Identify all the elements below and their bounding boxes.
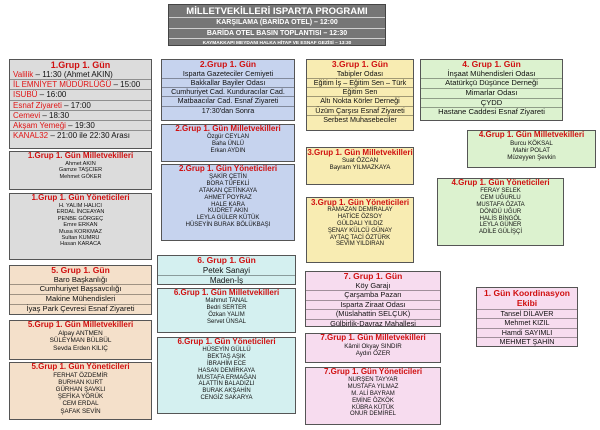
list-item: HALE KARA — [211, 201, 245, 208]
schedule-item: ÇYDD — [421, 99, 562, 109]
schedule-item: Maden-İş — [209, 275, 244, 285]
program-line-3: KAYMAKKAPI MEYDANI HALKA HİTAP VE ESNAF GEZİSİ – 13:30 — [202, 41, 352, 46]
schedule-item: Esnaf Ziyareti – 17:00 — [10, 101, 151, 111]
list-item: HÜSEYİN GÜLLÜ — [202, 346, 251, 353]
list-item: Müzeyyen Şevkin — [507, 154, 556, 162]
group-6-mps-title: 6.Grup 1. Gün Milletvekilleri — [173, 288, 280, 297]
list-item: CEM ERDAL — [62, 400, 99, 408]
list-item: RAMAZAN DEMİRALAY — [327, 207, 393, 213]
list-item: ONUR DEMİREL — [349, 411, 396, 418]
schedule-item: Isparta Ziraat Odası — [306, 301, 440, 311]
schedule-item: Hastane Caddesi Esnaf Ziyareti — [438, 107, 545, 117]
group-7-mps-title: 7.Grup 1. Gün Milletvekilleri — [320, 333, 426, 342]
list-item: GÜLDALI YILDIZ — [337, 220, 383, 227]
list-item: Suat ÖZCAN — [341, 157, 379, 164]
list-item: Ahmet AKIN — [65, 160, 96, 167]
group-7-title: 7. Grup 1. Gün — [343, 271, 403, 281]
list-item: Alpay ANTMEN — [58, 329, 103, 337]
list-item: LEYLA GÜLER KÜTÜK — [196, 215, 260, 222]
schedule-item: İyaş Park Çevresi Esnaf Ziyareti — [26, 303, 135, 313]
group-6-mps — [157, 288, 296, 333]
schedule-item: Üzüm Çarşısı Esnaf Ziyareti — [307, 107, 413, 116]
list-item: Aydın ÖZER — [355, 350, 391, 358]
group-4-schedule — [420, 59, 563, 121]
list-item: LEYLA GÜNER — [479, 222, 522, 229]
schedule-item: Akşam Yemeği – 19:30 — [10, 121, 151, 131]
schedule-item: Petek Sanayi — [158, 266, 295, 276]
list-item: Gamze TAŞCIER — [58, 167, 103, 174]
list-item: Musa KORKMAZ — [59, 228, 102, 235]
schedule-item: Altı Nokta Körler Derneği — [307, 97, 413, 106]
group-6-title: 6. Grup 1. Gün — [197, 255, 256, 265]
list-item: Kâmil Okyay SINDIR — [344, 342, 402, 350]
list-item: HALİS BİNGÖL — [479, 215, 522, 222]
list-item: ALATTİN BALADIZLI — [198, 381, 255, 388]
list-item: Sultan KUMRU — [61, 235, 100, 242]
coordination-team — [476, 287, 578, 347]
group-7-managers — [305, 367, 441, 425]
group-3-managers — [306, 197, 414, 263]
group-3-schedule — [306, 59, 414, 131]
group-1-schedule — [9, 59, 152, 149]
schedule-item: Matbaacılar Cad. Esnaf Ziyareti — [162, 97, 294, 106]
group-2-mps — [161, 124, 295, 162]
list-item: ŞAKİR ÇETİN — [209, 173, 247, 180]
list-item: BURHAN KURT — [58, 379, 103, 387]
schedule-item: Serbest Muhasebeciler — [323, 114, 397, 124]
list-item: BURAK AKŞAHİN — [202, 388, 251, 395]
program-line-1: KARŞILAMA (BARİDA OTEL) – 12:00 — [169, 18, 385, 29]
list-item: BEKTAŞ AŞIK — [207, 353, 246, 360]
list-item: Özkan YALIM — [208, 311, 245, 318]
program-header — [168, 4, 386, 46]
group-5-managers — [9, 362, 152, 420]
schedule-item: Gülbirlik-Davraz Mahallesi — [330, 318, 416, 327]
list-item: Bayram YILMAZKAYA — [329, 164, 391, 172]
group-5-managers-title: 5.Grup 1. Gün Yöneticileri — [31, 362, 130, 371]
schedule-item: Köy Garajı — [306, 282, 440, 292]
schedule-item: ISUBÜ – 16:00 — [10, 90, 151, 100]
list-item: MUSTAFA YILMAZ — [347, 383, 399, 390]
group-5-title: 5. Grup 1. Gün — [51, 265, 110, 275]
list-item: DÖNDÜ UĞUR — [479, 208, 522, 215]
list-item: ŞEFİKA YÖRÜK — [57, 393, 104, 401]
list-item: ATAKAN ÇETİNKAYA — [199, 187, 257, 194]
list-item: AYTAÇ TACİ ÖZTÜRK — [329, 234, 391, 241]
schedule-item: 17:30'dan Sonra — [201, 105, 255, 115]
program-title: MİLLETVEKİLLERİ ISPARTA PROGRAMI — [169, 5, 385, 18]
list-item: Emre ERKAN — [63, 222, 98, 229]
schedule-item: Baro Başkanlığı — [10, 276, 151, 286]
group-4-managers — [437, 178, 564, 246]
program-line-2: BARİDA OTEL BASIN TOPLANTISI – 12:30 — [169, 29, 385, 40]
list-item: KÜBRA KÜTÜK — [351, 404, 395, 411]
list-item: ERDAL İNCEAYAN — [56, 209, 105, 216]
list-item: CEM UĞURLU — [480, 194, 521, 201]
list-item: ŞENAY KÜLCÜ GÜNAY — [327, 227, 393, 234]
schedule-item: Cemevi – 18:30 — [10, 111, 151, 121]
list-item: AHMET POYRAZ — [204, 194, 252, 201]
schedule-item: Çarşamba Pazarı — [306, 291, 440, 301]
schedule-item: Makine Mühendisleri — [10, 295, 151, 305]
list-item: Hamdi SAYIMLI — [477, 329, 577, 338]
group-2-managers-title: 2.Grup 1. Gün Yöneticileri — [178, 164, 278, 173]
group-2-title: 2.Grup 1. Gün — [199, 59, 257, 69]
schedule-item: KANAL32 – 21:00 ile 22:30 Arası — [13, 131, 130, 141]
group-4-managers-title: 4.Grup 1. Gün Yöneticileri — [451, 178, 550, 187]
schedule-item: İnşaat Mühendisleri Odası — [421, 70, 562, 80]
list-item: Özgür CEYLAN — [206, 133, 249, 140]
schedule-item: Tabipler Odası — [307, 70, 413, 79]
list-item: EMİNE ÖZKÖK — [352, 397, 394, 404]
list-item: Bedri SERTER — [206, 304, 247, 311]
group-7-managers-title: 7.Grup 1. Gün Yöneticileri — [323, 367, 423, 376]
list-item: HÜSEYİN BURAK BÖLÜKBAŞI — [185, 222, 271, 229]
group-5-mps — [9, 320, 152, 360]
group-3-mps — [306, 147, 414, 185]
list-item: Mahir POLAT — [512, 147, 551, 155]
list-item: Sevda Erden KILIÇ — [53, 344, 108, 352]
list-item: KUDRET AKIN — [208, 208, 248, 215]
schedule-item: İL EMNİYET MÜDÜRLÜĞÜ – 15:00 — [10, 80, 151, 90]
group-6-managers — [157, 337, 296, 414]
group-3-managers-title: 3.Grup 1. Gün Yöneticileri — [310, 198, 410, 207]
list-item: HATİCE ÖZSOY — [337, 213, 383, 220]
schedule-item: Atatürkçü Düşünce Derneği — [421, 79, 562, 89]
schedule-item: Cumhuriyet Başsavcılığı — [10, 285, 151, 295]
list-item: FERHAT ÖZDEMİR — [53, 371, 108, 379]
coordination-title: 1. Gün Koordinasyon Ekibi — [477, 288, 577, 310]
list-item: FERAY SELEK — [480, 187, 521, 194]
list-item: Mahmut TANAL — [205, 297, 248, 304]
group-6-managers-title: 6.Grup 1. Gün Yöneticileri — [177, 337, 276, 346]
group-4-title: 4. Grup 1. Gün — [462, 59, 521, 69]
group-1-managers-title: 1.Grup 1. Gün Yöneticileri — [31, 193, 130, 202]
list-item: BORA TÜFEKLİ — [206, 180, 250, 187]
group-2-managers — [161, 164, 295, 241]
list-item: Burcu KÖKSAL — [510, 139, 553, 147]
group-7-mps — [305, 333, 441, 363]
group-7-schedule — [305, 271, 441, 327]
group-1-managers — [9, 193, 152, 260]
list-item: CENGİZ SAKARYA — [200, 395, 253, 402]
list-item: ADİLE GÜLİŞÇİ — [478, 229, 522, 236]
list-item: GÜRHAN ŞAVKLI — [55, 386, 106, 394]
group-2-mps-title: 2.Grup 1. Gün Milletvekilleri — [175, 124, 281, 133]
list-item: PENBE GÖRGEÇ — [57, 215, 104, 222]
schedule-item: Valilik – 11:30 (Ahmet AKIN) — [10, 70, 151, 80]
group-4-mps — [467, 130, 596, 168]
group-1-mps — [9, 151, 152, 190]
group-1-mps-title: 1.Grup 1. Gün Milletvekilleri — [27, 151, 134, 160]
list-item: MUSTAFA ÖZATA — [476, 201, 525, 208]
list-item: Hasan KARACA — [60, 241, 101, 248]
schedule-item: Bakkallar Bayiler Odası — [162, 79, 294, 88]
list-item: SEVİM YILDIRAN — [336, 241, 384, 248]
schedule-item: Eğitim Sen — [307, 88, 413, 97]
list-item: Erkan AYDIN — [210, 147, 246, 154]
list-item: MUSTAFA ERMAĞAN — [196, 374, 257, 381]
group-2-schedule — [161, 59, 295, 121]
list-item: NURŞEN TAYYAR — [348, 376, 398, 383]
list-item: M. ALİ BAYRAM — [351, 390, 395, 397]
list-item: H. YALIM HALICI — [58, 202, 102, 209]
list-item: Baha ÜNLÜ — [211, 140, 244, 147]
list-item: İBRAHİM ECE — [206, 360, 246, 367]
list-item: ŞAFAK SEVİN — [60, 407, 101, 415]
schedule-item: Mimarlar Odası — [421, 89, 562, 99]
list-item: MEHMET ŞAHİN — [499, 336, 555, 346]
group-6-schedule — [157, 255, 296, 285]
list-item: Servet ÜNSAL — [206, 318, 246, 325]
list-item: Mehmet GÖKER — [59, 173, 102, 180]
list-item: Mehmet KIZIL — [477, 319, 577, 328]
group-3-title: 3.Grup 1. Gün — [331, 59, 389, 69]
group-3-mps-title: 3.Grup 1. Gün Milletvekilleri — [307, 148, 413, 157]
schedule-item: Cumhuriyet Cad. Kunduracılar Cad. — [162, 88, 294, 97]
list-item: Tansel DİLAVER — [477, 310, 577, 319]
schedule-item: Isparta Gazeteciler Cemiyeti — [162, 70, 294, 79]
schedule-item: Eğitim İş – Eğitim Sen – Türk — [307, 79, 413, 88]
list-item: SÜLEYMAN BÜLBÜL — [49, 337, 112, 345]
group-4-mps-title: 4.Grup 1. Gün Milletvekilleri — [478, 130, 585, 139]
group-1-title: 1.Grup 1. Gün — [50, 60, 111, 70]
schedule-item: (Müslahattin SELÇUK) — [306, 310, 440, 320]
list-item: HASAN DEMİRKAYA — [198, 367, 255, 374]
group-5-mps-title: 5.Grup 1. Gün Milletvekilleri — [27, 320, 134, 329]
group-5-schedule — [9, 265, 152, 315]
